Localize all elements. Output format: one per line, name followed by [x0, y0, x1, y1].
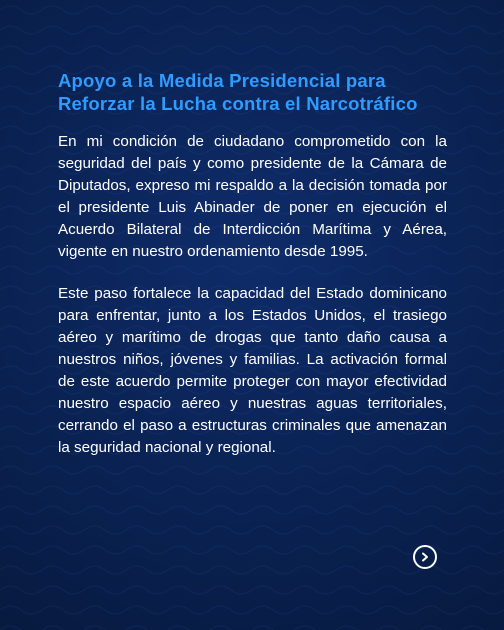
post-title [58, 70, 447, 115]
post-paragraph-1: En mi condición de ciudadano comprometido con la seguridad del país y como presidente de la Cámara de Diputados, expreso mi respaldo a la decisión tomada por el presidente Luis Abinader de poner en ejecución el Acuerdo Bilateral de Interdicción Marítima y Aérea, vigente en nuestro ordenamiento desde 1995. [58, 133, 447, 260]
post-title-line-1: Apoyo a la Medida Presidencial para [58, 70, 386, 91]
post-paragraph-2: Este paso fortalece la capacidad del Estado dominicano para enfrentar, junto a los Estados Unidos, el trasiego aéreo y marítimo de drogas que tanto daño causa a nuestros niños, jóvenes y familias. La activación formal de este acuerdo permite proteger con mayor efectividad nuestro espacio aéreo y nuestras aguas territoriales, cerrando el paso a estructuras criminales que amenazan la seguridad nacional y regional. [58, 285, 447, 456]
post-title-line-2: Reforzar la Lucha contra el Narcotráfico [58, 92, 418, 114]
post-content [58, 70, 447, 459]
next-button[interactable] [413, 545, 437, 569]
chevron-right-icon [420, 552, 430, 562]
